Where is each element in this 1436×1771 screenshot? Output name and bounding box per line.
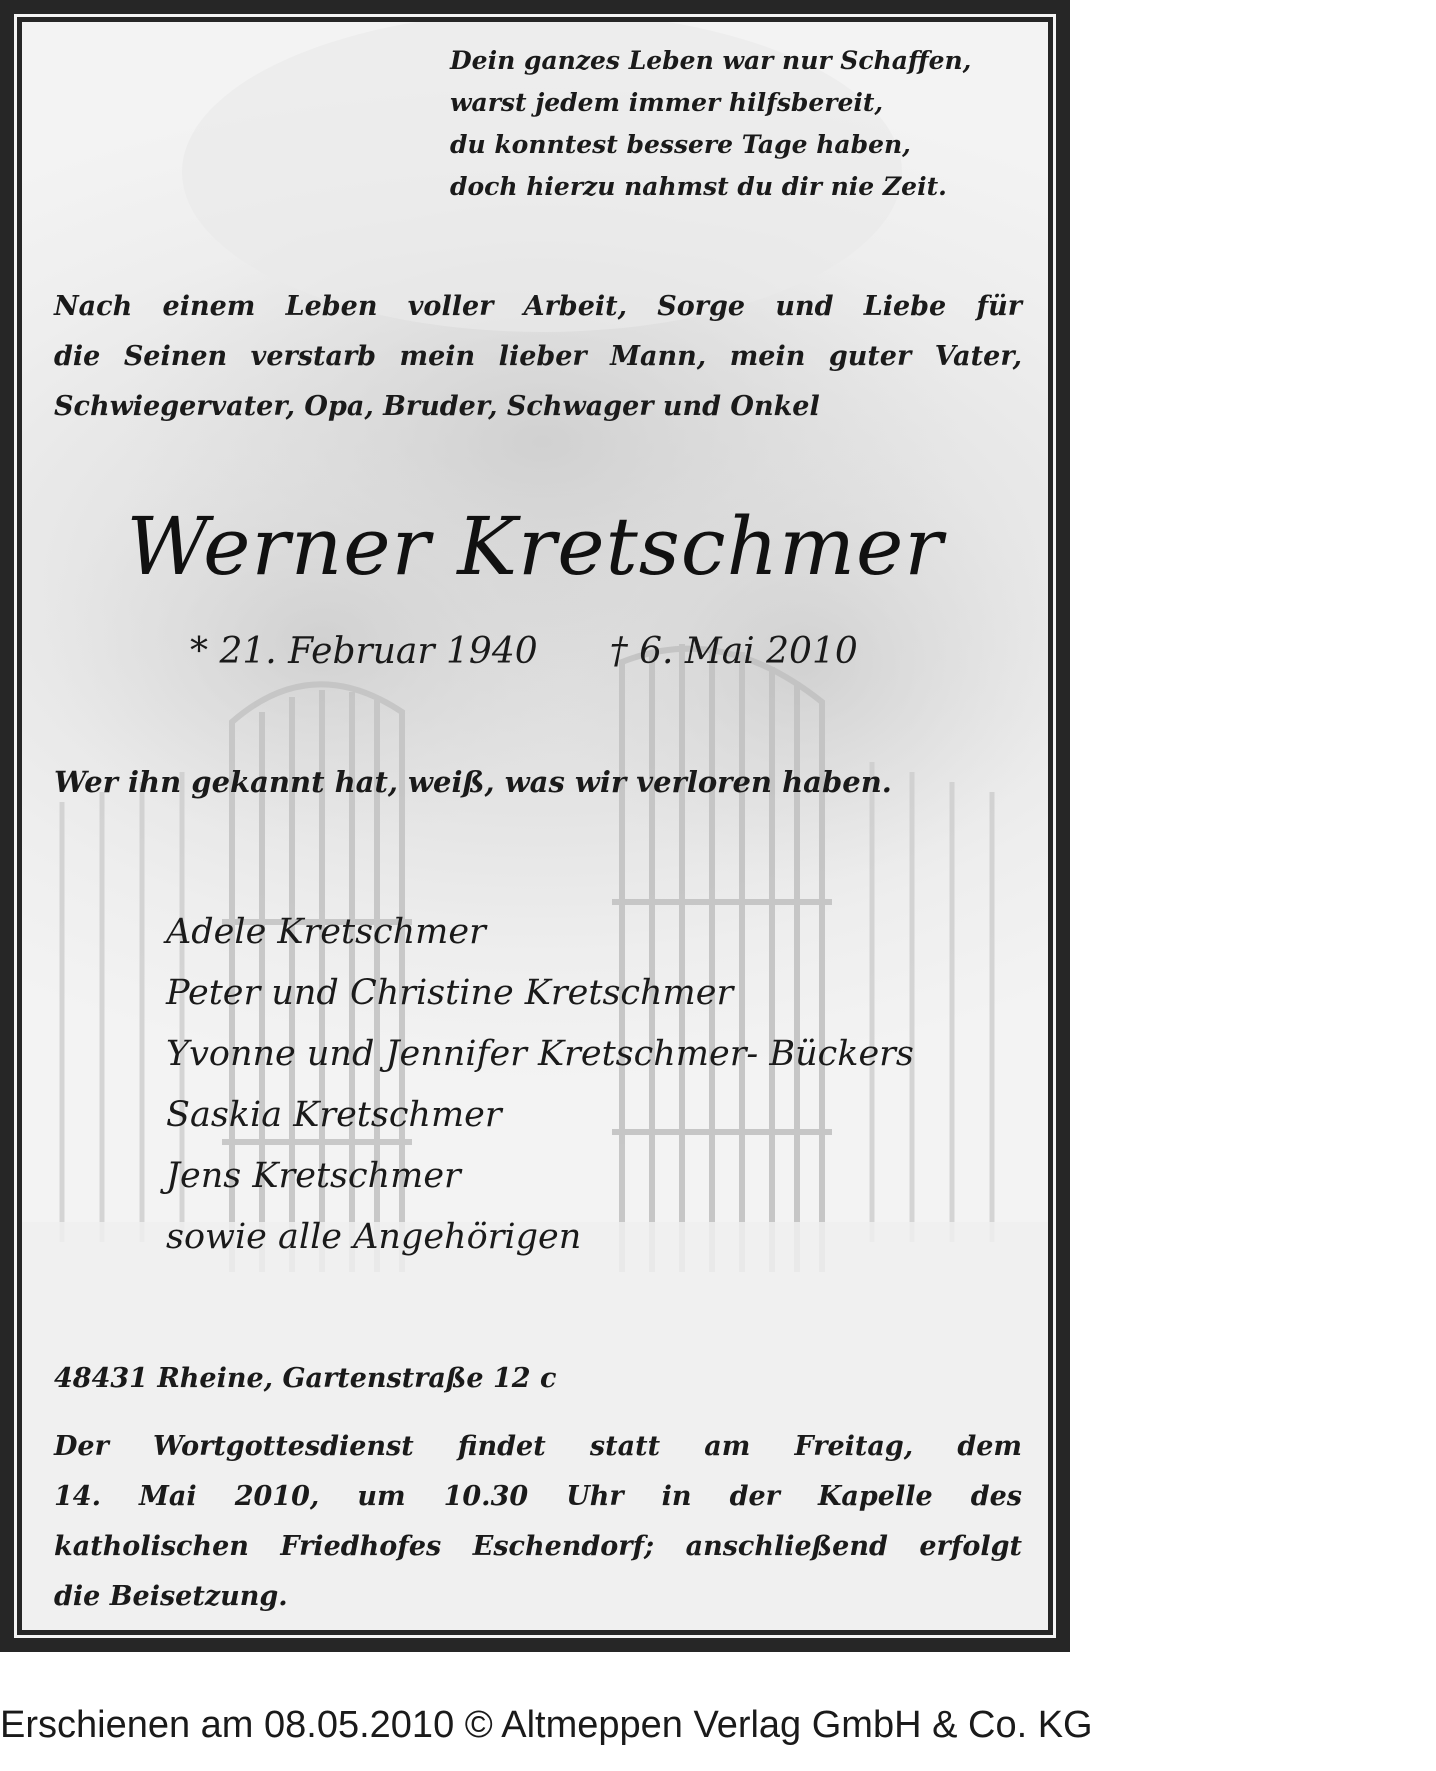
mourner: Jens Kretschmer bbox=[166, 1156, 461, 1196]
service-line: die Beisetzung. bbox=[54, 1581, 288, 1612]
obituary-panel bbox=[22, 22, 1048, 1630]
verse-line: Dein ganzes Leben war nur Schaffen, bbox=[450, 46, 972, 75]
mourner: Yvonne und Jennifer Kretschmer- Bückers bbox=[166, 1034, 914, 1074]
intro-line: Nach einem Leben voller Arbeit, Sorge und Liebe für bbox=[54, 291, 1022, 322]
memorial-quote: Wer ihn gekannt hat, weiß, was wir verloren haben. bbox=[54, 765, 892, 799]
verse-line: doch hierzu nahmst du dir nie Zeit. bbox=[450, 172, 947, 201]
deceased-name: Werner Kretschmer bbox=[126, 500, 944, 593]
verse-line: warst jedem immer hilfsbereit, bbox=[450, 88, 884, 117]
death-date: † 6. Mai 2010 bbox=[609, 631, 858, 672]
verse bbox=[450, 40, 1040, 208]
intro-paragraph bbox=[54, 282, 1022, 432]
service-line: Der Wortgottesdienst findet statt am Freitag, dem bbox=[54, 1431, 1022, 1462]
mourner: Peter und Christine Kretschmer bbox=[166, 973, 734, 1013]
life-dates bbox=[190, 630, 858, 674]
verse-line: du konntest bessere Tage haben, bbox=[450, 130, 911, 159]
mourner: Adele Kretschmer bbox=[166, 912, 486, 952]
publication-footer: Erschienen am 08.05.2010 © Altmeppen Verlag GmbH & Co. KG bbox=[0, 1704, 1093, 1746]
mourner: Saskia Kretschmer bbox=[166, 1095, 502, 1135]
service-line: 14. Mai 2010, um 10.30 Uhr in der Kapelle des bbox=[54, 1481, 1022, 1512]
service-line: katholischen Friedhofes Eschendorf; anschließend erfolgt bbox=[54, 1531, 1022, 1562]
mourners-list bbox=[166, 902, 914, 1268]
mourner: sowie alle Angehörigen bbox=[166, 1217, 582, 1257]
intro-line: die Seinen verstarb mein lieber Mann, mein guter Vater, bbox=[54, 341, 1022, 372]
birth-date: * 21. Februar 1940 bbox=[190, 631, 538, 672]
address: 48431 Rheine, Gartenstraße 12 c bbox=[54, 1363, 557, 1394]
service-paragraph bbox=[54, 1422, 1022, 1622]
intro-line: Schwiegervater, Opa, Bruder, Schwager und Onkel bbox=[54, 391, 820, 422]
